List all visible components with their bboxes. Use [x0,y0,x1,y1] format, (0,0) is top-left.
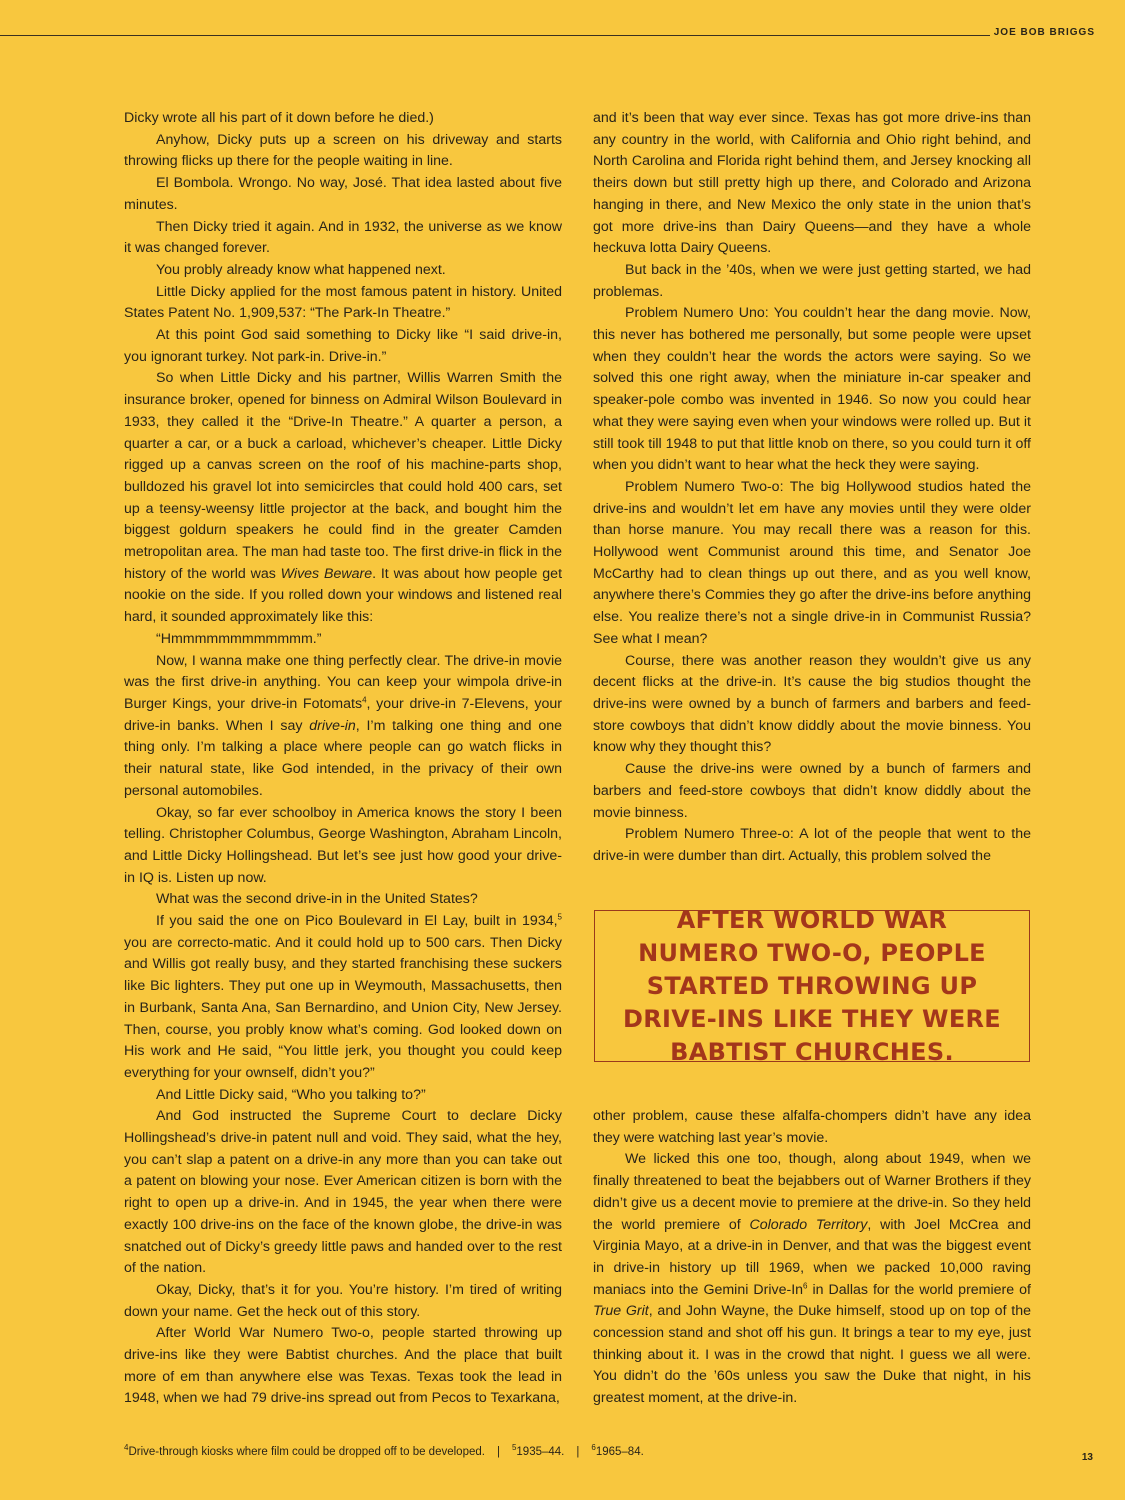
paragraph: Course, there was another reason they wouldn’t give us any decent flicks at the drive-in. It’s cause the big studios thought the drive-ins were owned by a bunch of farmers and barbers and feed-store cowboys that didn’t know diddly about the movie binness. You know why they thought this? [593,652,1031,756]
left-column [124,108,562,1410]
paragraph: Now, I wanna make one thing perfectly clear. The drive-in movie was the first drive-in anything. You can keep your wimpola drive-in Burger Kings, your drive-in Fotomats$^4$, your drive-in 7-Elevens, your drive-in banks. When I say drive-in, I’m talking one thing and one thing only. I’m talking a place where people can go watch flicks in their natural state, like God intended, in the privacy of their own personal automobiles. [124,652,563,799]
paragraph: Problem Numero Two-o: The big Hollywood studios hated the drive-ins and wouldn’t let em have any movies until they were older than horse manure. You may recall there was a reason for this. Hollywood went Communist around this time, and Senator Joe McCarthy had to clean things up out there, and as you well know, anywhere there’s Commies they go after the drive-ins before anything else. You realize there’s not a single drive-in in Communist Russia? See what I mean? [593,478,1031,647]
footnote-separator: | [576,1446,580,1458]
footnotes [124,1443,644,1458]
paragraph: Cause the drive-ins were owned by a bunch of farmers and barbers and feed-store cowboys that didn’t know diddly about the movie binness. [593,761,1031,821]
paragraph: Problem Numero Uno: You couldn’t hear the dang movie. Now, this never has bothered me personally, but some people were upset when they couldn’t hear the words the actors were saying. So we solved this one right away, when the miniature in-car speaker and speaker-pole combo was invented in 1946. So now you could hear what they were saying even when your windows were rolled up. But it still took till 1948 to put that little knob on there, so you could turn it off when you didn’t want to hear what the heck they were saying. [593,305,1031,474]
pullquote-text: AFTER WORLD WAR NUMERO TWO-O, PEOPLE STARTED THROWING UP DRIVE-INS LIKE THEY WERE BABTIST CHURCHES. [622,905,1002,1066]
paragraph: Anyhow, Dicky puts up a screen on his driveway and starts throwing flicks up there for the people waiting in line. [124,131,562,170]
paragraph: Dicky wrote all his part of it down before he died.) [124,110,434,126]
header-rule [0,35,990,36]
paragraph: El Bombola. Wrongo. No way, José. That idea lasted about five minutes. [124,175,562,213]
paragraph: At this point God said something to Dicky like “I said drive-in, you ignorant turkey. Not park-in. Drive-in.” [124,327,562,365]
paragraph: But back in the ’40s, when we were just getting started, we had problemas. [593,261,1031,300]
pullquote-box [594,905,1030,1066]
paragraph: other problem, cause these alfalfa-chompers didn’t have any idea they were watching last year’s movie. [593,1108,1031,1146]
paragraph: Then Dicky tried it again. And in 1932, the universe as we know it was changed forever. [124,218,562,257]
footnote-separator: | [496,1446,500,1458]
paragraph: Problem Numero Three-o: A lot of the people that went to the drive-in were dumber than dirt. Actually, this problem solved the [593,826,1031,864]
right-column-bottom [593,1106,1031,1410]
paragraph: “Hmmmmmmmmmmmm.” [156,630,322,647]
paragraph: We licked this one too, though, along about 1949, when we finally threatened to beat the bejabbers out of Warner Brothers if they didn’t give us a decent movie to premiere at the drive-in. So they held the world premiere of Colorado Territory, with Joel McCrea and Virginia Mayo, at a drive-in in Denver, and that was the biggest event in drive-in history up till 1969, when we packed 10,000 raving maniacs into the Gemini Drive-In$^6$ in Dallas for the world premiere of True Grit, and John Wayne, the Duke himself, stood up on top of the concession stand and shot off his gun. It brings a tear to my eye, just thinking about it. I was in the crowd that night. I guess we all were. You didn’t do the ’60s unless you saw the Duke that night, in his greatest moment, at the drive-in. [593,1151,1031,1407]
page-number: 13 [1081,1452,1093,1463]
running-head: JOE BOB BRIGGS [993,27,1095,38]
footnote-6: $^6$1965–84. [591,1443,644,1458]
paragraph: Okay, Dicky, that’s it for you. You’re history. I’m tired of writing down your name. Get the heck out of this story. [124,1281,562,1320]
right-column-top [593,108,1031,868]
paragraph: Okay, so far ever schoolboy in America knows the story I been telling. Christopher Columbus, George Washington, Abraham Lincoln, and Little Dicky Hollingshead. But let’s see just how good your drive-in IQ is. Listen up now. [124,804,562,886]
paragraph: You probly already know what happened next. [156,261,446,278]
footnote-4: $^4$Drive-through kiosks where film could be dropped off to be developed. [124,1443,485,1458]
footnote-5: $^5$1935–44. [511,1443,565,1458]
paragraph: Little Dicky applied for the most famous patent in history. United States Patent No. 1,909,537: “The Park-In Theatre.” [124,283,562,322]
paragraph: and it’s been that way ever since. Texas has got more drive-ins than any country in the world, with California and Ohio right behind, and North Carolina and Florida right behind them, and Jersey knocking all theirs down but still pretty high up there, and Colorado and Arizona hanging in there, and New Mexico the only state in the union that’s got more drive-ins than Dairy Queens—and they have a whole heckuva lotta Dairy Queens. [593,110,1031,257]
paragraph: What was the second drive-in in the United States? [156,891,478,908]
paragraph: And God instructed the Supreme Court to declare Dicky Hollingshead’s drive-in patent null and void. They said, what the hey, you can’t slap a patent on a drive-in any more than you can take out a patent on blowing your nose. Ever American citizen is born with the right to open up a drive-in. And in 1945, the year when there were exactly 100 drive-ins on the face of the known globe, the drive-in was snatched out of Dicky’s greedy little paws and handed over to the rest of the nation. [124,1108,562,1277]
paragraph: After World War Numero Two-o, people started throwing up drive-ins like they were Babtist churches. And the place that built more of em than anywhere else was Texas. Texas took the lead in 1948, when we had 79 drive-ins spread out from Pecos to Texarkana, [124,1325,562,1407]
paragraph: And Little Dicky said, “Who you talking to?” [156,1086,426,1103]
paragraph: If you said the one on Pico Boulevard in El Lay, built in 1934,$^5$ you are correcto-matic. And it could hold up to 500 cars. Then Dicky and Willis got really busy, and they started franchising these suckers like Bic lighters. They put one up in Weymouth, Massachusetts, then in Burbank, Santa Ana, San Bernardino, and Union City, New Jersey. Then, course, you probly know what’s coming. God looked down on His work and He said, “You little jerk, you thought you could keep everything for your ownself, didn’t you?” [124,912,562,1081]
paragraph: So when Little Dicky and his partner, Willis Warren Smith the insurance broker, opened for binness on Admiral Wilson Boulevard in 1933, they called it the “Drive-In Theatre.” A quarter a person, a quarter a car, or a buck a carload, whichever’s cheaper. Little Dicky rigged up a canvas screen on the roof of his machine-parts shop, bulldozed his gravel lot into semicircles that could hold 400 cars, set up a teensy-weensy little projector at the back, and bought him the biggest goldurn speakers he could find in the greater Camden metropolitan area. The man had taste too. The first drive-in flick in the history of the world was Wives Beware. It was about how people get nookie on the side. If you rolled down your windows and listened real hard, it sounded approximately like this: [124,370,563,626]
